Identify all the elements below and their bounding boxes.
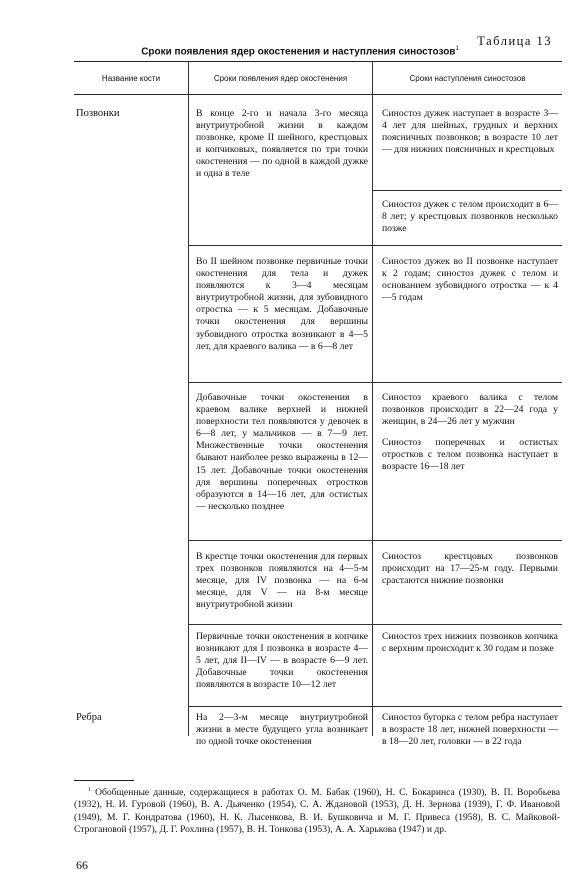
- footnote-rule: [74, 780, 134, 781]
- bone-name-ribs: Ребра: [76, 712, 102, 723]
- column-header-ossification: Сроки появления ядер окостенения: [213, 73, 348, 83]
- synostosis-cell: Синостоз поперечных и остистых отростков с телом позвонка наступает в возрасте 16—18 лет: [382, 437, 558, 473]
- ossification-cell: В конце 2-го и начала 3-го месяца внутриутробной жизни в каждом позвонке, кроме II шейного, крестцовых и копчиковых, появляется по три точки окостенения — по одной в каждой дужке и одна в теле: [196, 108, 368, 180]
- synostosis-cell: Синостоз трех нижних позвонков копчика с верхним происходит к 30 годам и позже: [382, 631, 558, 655]
- synostosis-cell: Синостоз краевого валика с телом позвонков происходит в 22—24 года у женщин, в 24—26 лет у мужчин: [382, 392, 558, 428]
- table-title-footnote-mark: 1: [455, 46, 459, 52]
- footnote: [74, 784, 560, 836]
- synostosis-cell: Синостоз бугорка с телом ребра наступает в возрасте 18 лет, нижней поверхности — в 18—20 лет, головки — в 22 года: [382, 712, 558, 748]
- column-header-synostosis: Сроки наступления синостозов: [409, 73, 526, 83]
- cell-divider: [373, 540, 562, 541]
- ossification-cell: На 2—3-м месяце внутриутробной жизни в месте будущего угла возникает по одной точке окостенения: [196, 712, 368, 748]
- cell-divider: [189, 245, 372, 246]
- cell-divider: [373, 190, 562, 191]
- cell-divider: [373, 624, 562, 625]
- column-header-bone: Название кости: [101, 73, 161, 83]
- table-title: [40, 46, 560, 57]
- cell-divider: [373, 382, 562, 383]
- cell-divider: [189, 540, 372, 541]
- ossification-cell: Первичные точки окостенения в копчике возникают для I позвонка в возрасте 4—5 лет, для II—IV — в возрасте 6—9 лет. Добавочные точки окостенения появляются в возрасте 10—12 лет: [196, 631, 368, 691]
- ossification-cell: Во II шейном позвонке первичные точки окостенения для тела и дужек появляются к 3—4 месяцам внутриутробной жизни, для зубовидного отростка — к 5 месяцам. Добавочные точки окостенения для вершины зубовидного отростка возникают в 4—5 лет, для краевого валика — в 6—8 лет: [196, 256, 368, 352]
- ossification-cell: В крестце точки окостенения для первых трех позвонков появляются на 4—5-м месяце, для IV позвонка — на 6-м месяце, для V — на 8-м месяце внутриутробной жизни: [196, 551, 368, 611]
- cell-divider: [189, 706, 372, 707]
- synostosis-cell: Синостоз крестцовых позвонков происходит на 17—25-м году. Первыми срастаются нижние позвонки: [382, 551, 558, 587]
- cell-divider: [373, 245, 562, 246]
- table-header-rule: [74, 94, 562, 95]
- column-divider-2: [372, 61, 373, 736]
- ossification-cell: Добавочные точки окостенения в краевом валике верхней и нижней поверхности тел появляются у девочек в 6—8 лет, у мальчиков — в 7—9 лет. Множественные точки окостенения бывают наиболее резко выражены в 12—15 лет. Добавочные точки окостенения для вершины поперечных отростков образуются в 14—16 лет, для остистых — несколько позднее: [196, 392, 368, 512]
- column-divider-1: [188, 61, 189, 736]
- cell-divider: [189, 624, 372, 625]
- bone-name-vertebrae: Позвонки: [76, 108, 120, 119]
- table-number: Таблица 13: [477, 34, 552, 48]
- footnote-text: Обобщенные данные, содержащиеся в работах О. М. Бабак (1960), Н. С. Бокаринса (1930), В. П. Воробьева (1932), Н. И. Гуровой (1960), В. А. Дьяченко (1954), С. А. Ждановой (1953), Д. Н. Зернова (1939), Г. Ф. Ивановой (1949), М. Г. Кондратова (1960), Н. К. Лысенкова, В. И. Бушковича и М. Г. Привеса (1958), В. С. Майковой-Строгановой (1957), Д. Г. Рохлина (1957), В. Н. Тонкова (1953), А. А. Харькова (1947) и др.: [74, 787, 560, 836]
- cell-divider: [373, 706, 562, 707]
- page-number: 66: [76, 858, 88, 872]
- synostosis-cell: Синостоз дужек наступает в возрасте 3—4 лет для шейных, грудных и верхних поясничных позвонков; в возрасте 10 лет — для нижних поясничных и крестцовых: [382, 108, 558, 156]
- footnote-mark: 1: [88, 787, 91, 793]
- cell-divider: [189, 382, 372, 383]
- table-top-rule: [74, 61, 562, 62]
- synostosis-cell: Синостоз дужек с телом происходит в 6—8 лет; у крестцовых позвонков несколько позже: [382, 199, 558, 235]
- table-title-text: Сроки появления ядер окостенения и наступления синостозов: [141, 46, 456, 58]
- synostosis-cell: Синостоз дужек во II позвонке наступает к 2 годам; синостоз дужек с телом и основанием зубовидного отростка — к 4—5 годам: [382, 256, 558, 304]
